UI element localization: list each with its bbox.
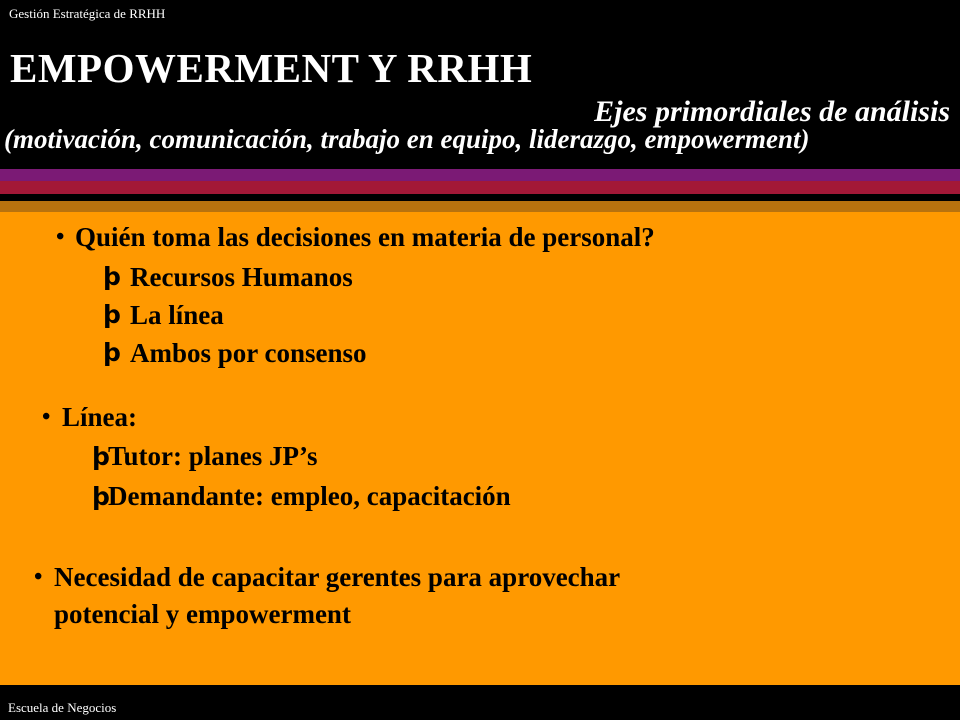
brown-stripe [0, 201, 960, 212]
necesidad-line-1: Necesidad de capacitar gerentes para aprovechar [54, 562, 621, 592]
thorn-arrow-icon: þ [103, 300, 121, 329]
purple-stripe [0, 169, 960, 181]
subtitle-line-2: (motivación, comunicación, trabajo en equipo, liderazgo, empowerment) [4, 124, 810, 154]
red-stripe [0, 181, 960, 194]
bullet-icon: • [34, 564, 43, 590]
necesidad-line-2: potencial y empowerment [54, 599, 351, 629]
linea-item: Demandante: empleo, capacitación [108, 481, 511, 511]
thorn-arrow-icon: þ [103, 262, 121, 291]
thorn-arrow-icon: þ [103, 338, 121, 367]
subtitle-line-1: Ejes primordiales de análisis [594, 95, 950, 128]
bullet-icon: • [56, 224, 65, 250]
content-area [0, 212, 960, 685]
thorn-arrow-icon: þ [92, 442, 110, 471]
option-item: Recursos Humanos [130, 262, 353, 292]
slide-title: EMPOWERMENT Y RRHH [10, 45, 533, 91]
option-item: La línea [130, 300, 224, 330]
footer-text: Escuela de Negocios [8, 700, 117, 715]
linea-item: Tutor: planes JP’s [108, 441, 318, 471]
header-tag: Gestión Estratégica de RRHH [9, 6, 166, 21]
bullet-icon: • [42, 404, 51, 430]
thorn-arrow-icon: þ [92, 482, 110, 511]
linea-heading: Línea: [62, 402, 138, 432]
option-item: Ambos por consenso [130, 338, 367, 368]
question-text: Quién toma las decisiones en materia de personal? [75, 222, 655, 252]
